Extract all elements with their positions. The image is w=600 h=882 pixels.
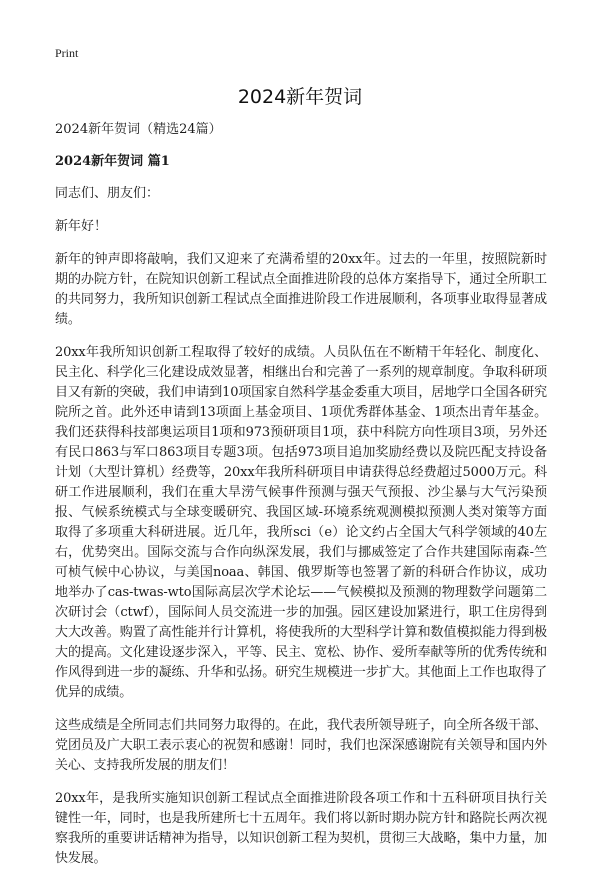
print-label: Print — [55, 46, 79, 60]
paragraph-1: 新年的钟声即将敲响，我们又迎来了充满希望的20xx年。过去的一年里，按照院新时期的办院方针，在院知识创新工程试点全面推进阶段的总体方案指导下，通过全所职工的共同努力，我所知识创新工程试点全面推进阶段工作进展顺利，各项事业取得显著成绩。 — [55, 252, 547, 327]
greeting-line: 同志们、朋友们： — [55, 186, 160, 201]
document-title: 2024新年贺词 — [237, 86, 363, 108]
paragraph-2: 20xx年我所知识创新工程取得了较好的成绩。人员队伍在不断精干年轻化、制度化、民主化、科学化三化建设成效显著，相继出台和完善了一系列的规章制度。争取科研项目又有新的突破，我们申请到10项国家自然科学基金委重大项目，居地学口全国各研究院所之首。此外还申请到13项面上基金项目、1项优秀群体基金、1项杰出青年基金。我们还获得科技部奥运项目1项和973预研项目1项，获中科院方向性项目3项，另外还有民口863与军口863项目专题3项。包括973项目追加奖励经费以及院匹配支持设备计划（大型计算机）经费等，20xx年我所科研项目申请获得总经费超过5000万元。科研工作进展顺利，我们在重大旱涝气候事件预测与强天气预报、沙尘暴与大气污染预报、气候系统模式与全球变暖研究、我国区域-环境系统观测模拟预测人类对策等方面取得了多项重大科研进展。近几年，我所sci（e）论文约占全国大气科学领域的40左右，优势突出。国际交流与合作向纵深发展，我们与挪威签定了合作共建国际南森-竺可桢气候中心协议，与美国noaa、韩国、俄罗斯等也签署了新的科研合作协议，成功地举办了cas-twas-wto国际高层次学术论坛——气候模拟及预测的物理数学问题第二次研讨会（ctwf），国际间人员交流进一步的加强。园区建设加紧进行，职工住房得到大大改善。购置了高性能并行计算机，将使我所的大型科学计算和数值模拟能力得到极大的提高。文化建设逐步深入，平等、民主、宽松、协作、爱所奉献等所的优秀传统和作风得到进一步的凝练、升华和弘扬。研究生规模进一步扩大。其他面上工作也取得了优异的成绩。 — [55, 345, 547, 700]
paragraph-3: 这些成绩是全所同志们共同努力取得的。在此，我代表所领导班子，向全所各级干部、党团员及广大职工表示衷心的祝贺和感谢！同时，我们也深深感谢院有关领导和国内外关心、支持我所发展的朋友们！ — [55, 718, 547, 773]
document-subtitle: 2024新年贺词（精选24篇） — [55, 122, 222, 137]
section-heading: 2024新年贺词 篇1 — [55, 154, 170, 169]
paragraph-4: 20xx年，是我所实施知识创新工程试点全面推进阶段各项工作和十五科研项目执行关键性一年，同时，也是我所建所七十五周年。我们将以新时期办院方针和路院长两次视察我所的重要讲话精神为指导，以知识创新工程为契机，贯彻三大战略，集中力量，加快发展。 — [55, 791, 547, 866]
new-year-line: 新年好！ — [55, 219, 108, 234]
document-body — [55, 120, 547, 882]
